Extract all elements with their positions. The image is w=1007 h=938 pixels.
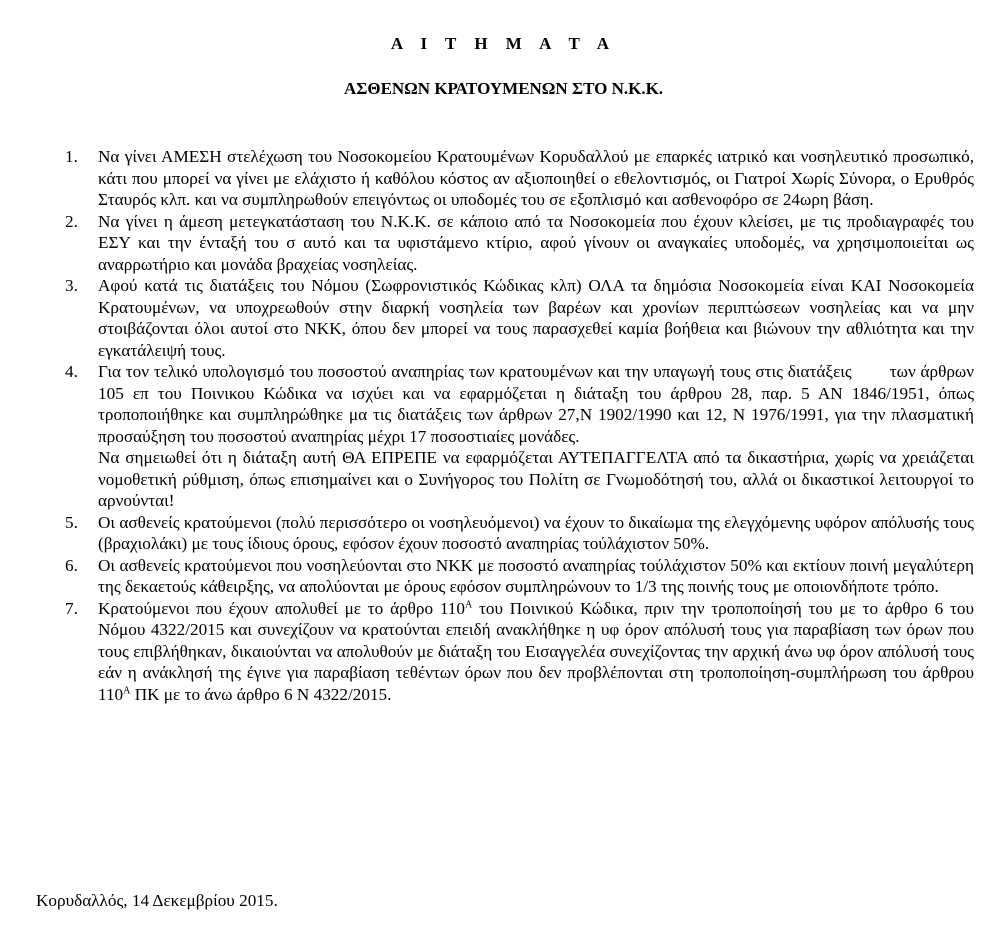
document-subtitle: ΑΣΘΕΝΩΝ ΚΡΑΤΟΥΜΕΝΩΝ ΣΤΟ Ν.Κ.Κ. — [343, 79, 664, 98]
item-text: Οι ασθενείς κρατούμενοι (πολύ περισσότερο οι νοσηλευόμενοι) να έχουν το δικαίωμα της ελεγχόμενης υφόρον απόλυσής τους (βραχιολάκι) με τους ίδιους όρους, εφόσον έχουν ποσοστό αναπηρίας τούλάχιστον 50%. — [98, 512, 974, 553]
item-number: 1. — [65, 147, 78, 166]
item-number: 4. — [65, 362, 78, 381]
item-text-part-a: Για τον τελικό υπολογισμό του ποσοστού αναπηρίας των κρατουμένων και την υπαγωγή τους στις διατάξεις — [98, 362, 852, 381]
request-item-7 — [65, 598, 974, 706]
item-text: Να γίνει ΑΜΕΣΗ στελέχωση του Νοσοκομείου Κρατουμένων Κορυδαλλού με επαρκές ιατρικό και νοσηλευτικό προσωπικό, κάτι που μπορεί να γίνει με ελάχιστο ή καθόλου κόστος αν αξιοποιηθεί ο εθελοντισμός, οι Γιατροί Χωρίς Σύνορα, ο Ερυθρός Σταυρός κλπ. και να συμπληρωθούν επειγόντως οι υποδομές του σε εξοπλισμό και ασθενοφόρο σε 24ωρη βάση. — [98, 147, 974, 209]
item-text-part-b: του Ποινικού Κώδικα, πριν την τροποποίησή του με το άρθρο 6 του Νόμου 4322/2015 και συνεχίζουν να κρατούνται επειδή ανακλήθηκε η υφ όρον απόλυσή τους για παραβίαση των όρων που τους επιβλήθηκαν, δικαιούνται να απολυθούν με διάταξη του Εισαγγελέα συνεχίζοντας την αρχική άνω υφ όρον απόλυσή τους εάν η ανάκλησή της έγινε για παραβίαση τεθέντων όρων που δεν προβλέπονται στη τροποποίηση-συμπλήρωση του άρθρου 110 — [98, 598, 974, 704]
item-number: 2. — [65, 211, 78, 231]
item-number: 7. — [65, 598, 78, 618]
document-title: Α Ι Τ Η Μ Α Τ Α — [390, 34, 617, 53]
item-text: Οι ασθενείς κρατούμενοι που νοσηλεύονται στο ΝΚΚ με ποσοστό αναπηρίας τούλάχιστον 50% και εκτίουν ποινή μεγαλύτερη της δεκαετούς κάθειρξης, να απολύονται με όρους εφόσον συμπληρώνουν το 1/3 της ποινής τους με οποιονδήποτε τρόπο. — [98, 555, 974, 596]
request-item-2 — [65, 211, 974, 276]
item-number: 5. — [65, 512, 78, 532]
place-date-signature: Κορυδαλλός, 14 Δεκεμβρίου 2015. — [36, 891, 278, 910]
item-text-part-a: Κρατούμενοι που έχουν απολυθεί με το άρθρο 110 — [98, 598, 465, 618]
requests-list — [65, 146, 975, 705]
item-text: Αφού κατά τις διατάξεις του Νόμου (Σωφρονιστικός Κώδικας κλπ) ΟΛΑ τα δημόσια Νοσοκομεία είναι ΚΑΙ Νοσοκομεία Κρατουμένων, να υποχρεωθούν στην διαρκή νοσηλεία των βαρέων και χρονίων περιπτώσεων νοσηλείας και να μην στοιβάζονται όλοι αυτοί στο ΝΚΚ, όπου δεν μπορεί να τους παρασχεθεί καμία βοήθεια και βιώνουν την αθλιότητα και την εγκατάλειψή τους. — [98, 276, 974, 360]
item-text-part-b: των άρθρων 105 επ του Ποινικου Κώδικα να ισχύει και να εφαρμόζεται η διάταξη του άρθρου 28, παρ. 5 ΑΝ 1846/1951, όπως τροποποιήθηκε και συμπληρώθηκε μα τις διατάξεις των άρθρων 27,Ν 1902/1990 και 12, Ν 1976/1991, για την πλασματική προσαύξηση του ποσοστού αναπηρίας μέχρι 17 ποσοστιαίες μονάδες. — [98, 362, 975, 446]
request-item-3 — [65, 275, 974, 361]
item-note: Να σημειωθεί ότι η διάταξη αυτή ΘΑ ΕΠΡΕΠΕ να εφαρμόζεται ΑΥΤΕΠΑΓΓΕΛΤΑ από τα δικαστήρια, χωρίς να χρειάζεται νομοθετική ρύθμιση, όπως επισημαίνει και ο Συνήγορος του Πολίτη σε Γνωμοδότησή του, αλλά οι δικαστικοί λειτουργοί το αρνούνται! — [98, 448, 974, 510]
item-text-part-c: ΠΚ με το άνω άρθρο 6 Ν 4322/2015. — [130, 684, 392, 704]
request-item-1 — [65, 146, 974, 211]
request-item-5 — [65, 512, 974, 555]
superscript-a: Α — [123, 684, 131, 696]
item-text: Να γίνει η άμεση μετεγκατάσταση του Ν.Κ.Κ. σε κάποιο από τα Νοσοκομεία που έχουν κλείσει, με τις προδιαγραφές του ΕΣΥ και την ένταξή του σ αυτό και τα υφιστάμενο κτίριο, αφού γίνουν οι αναγκαίες υποδομές, να χρησιμοποιείται ως αναρρωτήριο και μονάδα βραχείας νοσηλείας. — [98, 211, 974, 274]
item-number: 3. — [65, 276, 78, 295]
request-item-4 — [65, 361, 975, 512]
item-number: 6. — [65, 555, 78, 575]
superscript-a: Α — [464, 598, 473, 610]
item-text — [98, 361, 974, 447]
request-item-6 — [65, 555, 974, 598]
